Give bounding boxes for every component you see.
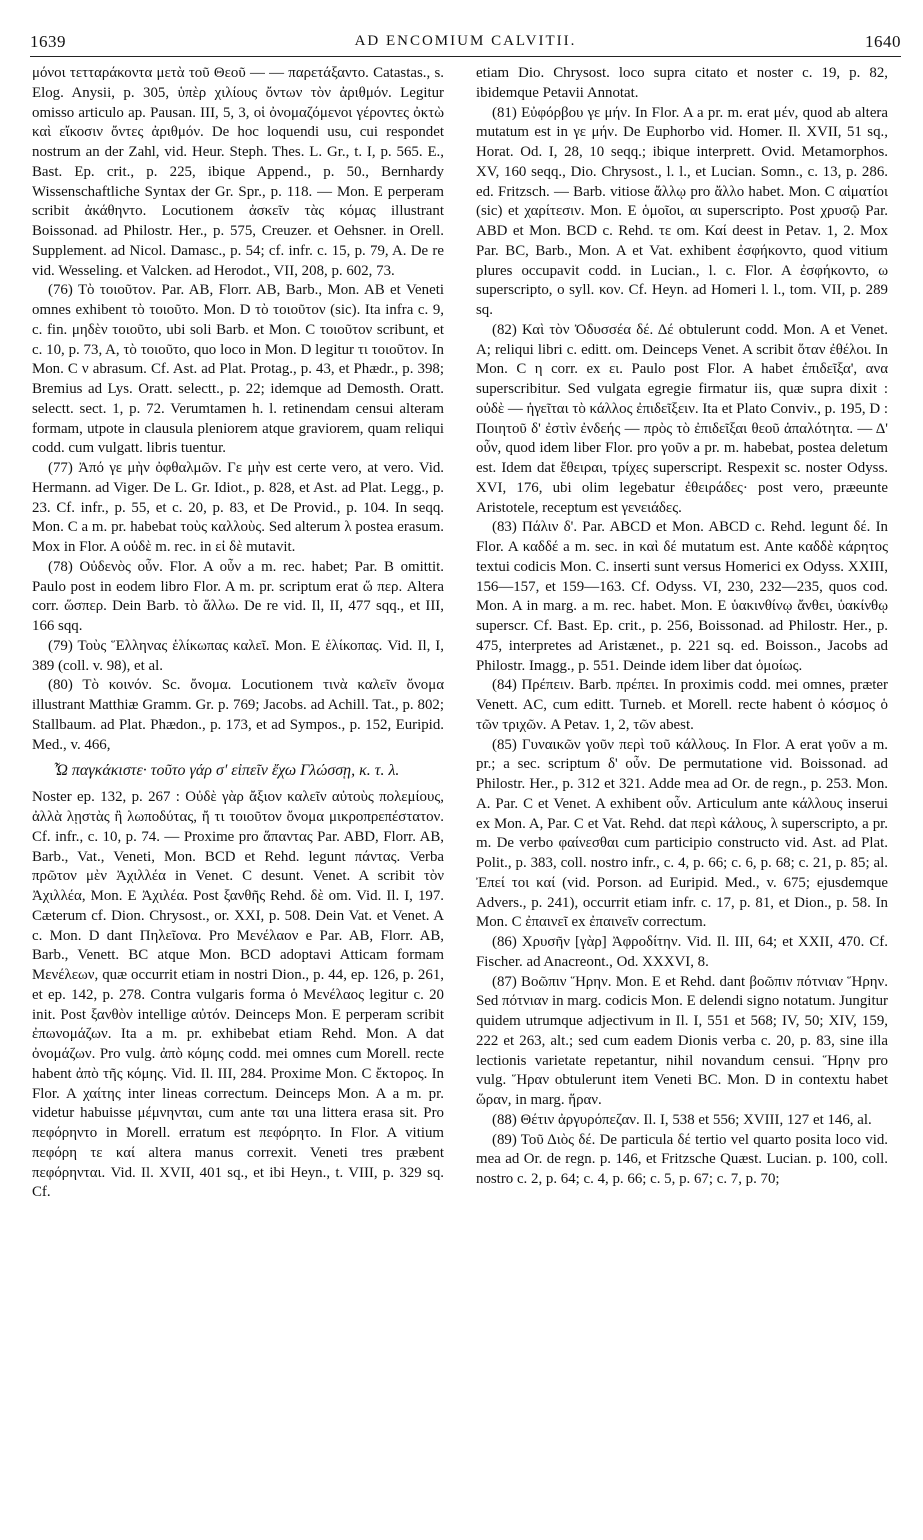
note-paragraph-continued: Noster ep. 132, p. 267 : Οὐδὲ γὰρ ἄξιον καλεῖν αὐτοὺς πολεμίους, ἀλλὰ λῃστὰς ἢ λωποδύτας, ἤ τι τοιοῦτον ὄνομα μικροπρεπέστατον. Cf. infr., c. 10, p. 74. — Proxime pro ἅπαντας Par. ABD, Florr. AB, Barb., Vat., Veneti, Mon. BCD et Rehd. legunt πάντας. Verba πρῶτον μὲν Ἀχιλλέα in Venet. C desunt. Venet. A scribit τὸν Ἀχιλλέα, Mon. E Ἀχιλέα. Post ξανθῆς Rehd. δὲ om. Vid. Il. I, 197. Cæterum cf. Dion. Chrysost., or. XXI, p. 508. Dein Vat. et Venet. A c. Mon. D dant Πηλεῖονα. Pro Μενέλαον e Par. AB, Florr. AB, Barb., Venett. BC atque Mon. BCD adoptavi Atticam formam Μενέλεων, quæ occurrit etiam in nostri Dion., p. 44, ep. 126, p. 261, et ep. 142, p. 278. Contra vulgaris forma ὁ Μενέλαος legitur c. 20 init. Post ξανθὸν intellige αὐτόν. Deinceps Mon. E perperam scribit ἐπωνομάζων. Ita a m. pr. exhibebat etiam Rehd. Mon. A dat ὀνομάζων. Pro vulg. ἀπὸ κόμης codd. mei omnes cum Morell. recte habent ἀπὸ τῆς κόμης. Vid. Il. III, 284. Proxime Mon. C ἔκτορος. In Flor. A χαίτης inter lineas correctum. Deinceps Mon. A a m. pr. videtur habuisse μέμνηνται, cum ante ται una littera erasa sit. Pro πεφόρηντο in Morell. erratum est πεφόρητο. In Flor. A vitium πεφόρη τε καί altera manus correxit. Veneti tres præbent πεφόρηνται. Vid. Il. XVII, 401 sq., et ibi Heyn., t. VIII, p. 329 sq. Cf. — [32, 789, 444, 1201]
page-number-right: 1640 — [865, 32, 901, 51]
note-paragraph: μόνοι τετταράκοντα μετὰ τοῦ Θεοῦ — — παρετάξαντο. Catastas., s. Elog. Anysii, p. 305, ὑπὲρ χιλίους ὄντων τὸν ἀριθμόν. Legitur omisso articulo ap. Pausan. III, 5, 3, οἱ ὀνομαζόμενοι γέροντες ὀκτὼ καὶ εἴκοσιν ὄντες ἀριθμόν. De hoc loquendi usu, cui respondet nostrum an der Zahl, vid. Heur. Steph. Thes. L. Gr., t. I, p. 565. E., Bast. Ep. crit., p. 225, ibique Append., p. 50., Bernhardy Wissenschaftliche Syntax der Gr. Spr., p. 118. — Mon. E perperam scribit ἀκάθηντο. Locutionem ἀσκεῖν τὰς κόμας illustrant Boissonad. ad Philostr. Her., p. 575, Creuzer. et Oehsner. in Orell. Supplement. ad Nicol. Damasc., p. 54; cf. infr. c. 15, p. 79, A. De re vid. Wesseling. et Valcken. ad Herodot., VII, 208, p. 602, 73. — [32, 65, 444, 279]
note-85: (85) Γυναικῶν γοῦν περὶ τοῦ κάλλους. In Flor. A erat γοῦν a m. pr.; a sec. scriptum δ' οὖν. De permutatione vid. Boissonad. ad Philostr. Her., p. 312 et 321. Adde mea ad Or. de regn., p. 253. Mon. A. Par. C et Venet. A exhibent οὖν. Articulum ante κάλλους inserui ex Mon. A, Par. C et Vat. Rehd. dat περὶ κάλους, λ superscripto, a pr. m. De verbo φαίνεσθαι cum participio constructo vid. Ast. ad Plat. Polit., p. 383, coll. nostro infr., c. 4, p. 66; c. 6, p. 68; c. 21, p. 85; al. Ἐπεί τοι καί (vid. Porson. ad Euripid. Med., v. 675; ejusdemque Advers., p. 241), occurrit etiam infr. c. 17, p. 81, et Dion., p. 58. In Mon. C ἐπαινεῖ ex ἐπαινεῖν correctum. — [476, 736, 888, 931]
note-87: (87) Βοῶπιν Ἥρην. Mon. E et Rehd. dant βοῶπιν πότνιαν Ἥρην. Sed πότνιαν in marg. codicis Mon. E delendi signo notatum. Jungitur quidem utrumque adjectivum in Il. I, 551 et 568; IV, 50; XIV, 159, 222 et 263, alt.; sed cum eadem Dionis verba c. 20, p. 83, sine illa lectionis varietate repetantur, nihil novandum censui. Ἥρην pro vulg. Ἥραν obtulerunt item Veneti BC. Mon. D in contextu habet ὥραν, in marg. ἥραν. — [476, 973, 888, 1108]
left-column — [32, 64, 444, 1524]
note-paragraph-continued: etiam Dio. Chrysost. loco supra citato et noster c. 19, p. 82, ibidemque Petavii Annotat. — [476, 65, 888, 101]
note-81: (81) Εὐφόρβου γε μήν. In Flor. A a pr. m. erat μέν, quod ab altera mutatum est in γε μήν. De Euphorbo vid. Homer. Il. XVII, 51 sq., Horat. Od. I, 28, 10 seqq.; ibique interprett. Ovid. Metamorphos. XV, 160 seqq., Dio. Chrysost., l. l., et Lucian. Somn., c. 13, p. 286. ed. Fritzsch. — Barb. vitiose ἄλλῳ pro ἄλλο habet. Mon. C αἱματίοι (sic) et χαρίτεσιν. Mon. E ὁμοῖοι, αι superscripto. Post χρυσῷ Par. ABD et Mon. BCD c. Rehd. τε om. Καί deest in Petav. 1, 2. Mox Par. BC, Barb., Mon. A et Vat. exhibent ἐσφήκοντο, quod vitium plures occupavit codd. in Lucian., l. c. Flor. A ἐσφήκοντο, ω superscripto, o syll. κον. Cf. Heyn. ad Homeri l. l., tom. VII, p. 289 sq. — [476, 104, 888, 318]
note-84: (84) Πρέπειν. Barb. πρέπει. In proximis codd. mei omnes, præter Venett. AC, cum editt. Turneb. et Morell. recte habent ὁ κόσμος ὁ τῶν τριχῶν. A Petav. 1, 2, τῶν abest. — [476, 677, 888, 733]
page-number-left: 1639 — [30, 32, 66, 51]
note-89: (89) Τοῦ Διὸς δέ. De particula δέ tertio vel quarto posita loco vid. mea ad Or. de regn. p. 146, et Fritzsche Quæst. Lucian. p. 100, coll. nostro c. 2, p. 64; c. 4, p. 66; c. 5, p. 67; c. 7, p. 70; — [476, 1131, 888, 1187]
note-83: (83) Πάλιν δ'. Par. ABCD et Mon. ABCD c. Rehd. legunt δέ. In Flor. A καδδέ a m. sec. in καὶ δέ mutatum est. Ante καδδὲ κάρητος textui codicis Mon. C. inserti sunt versus Homerici ex Odyss. XXIII, 156—157, et 159—163. Cf. Odyss. VI, 230, 232—235, quos cod. Mon. A in marg. a m. rec. habet. Mon. E ὑακινθίνῳ ἄνθει, ὑακίνθῳ superscr. Cf. Bast. Ep. crit., p. 256, Boissonad. ad Philostr. Her., p. 475, interpretes ad Aristænet., p. 221 sq. ed. Boisson., Jacobs ad Philostr. Imagg., p. 551. Deinde idem liber dat ὁμοίως. — [476, 519, 888, 674]
note-78: (78) Οὐδενὸς οὖν. Flor. A οὖν a m. rec. habet; Par. B omittit. Paulo post in eodem libro Flor. A m. pr. scriptum erat ὥ περ. Altera corr. ὥσπερ. Dein Barb. τὸ ἄλλω. De re vid. Il, II, 477 sqq., et III, 166 sqq. — [32, 558, 444, 634]
note-88: (88) Θέτιν ἀργυρόπεζαν. Il. I, 538 et 556; XVIII, 127 et 146, al. — [492, 1111, 872, 1128]
note-82: (82) Καὶ τὸν Ὀδυσσέα δέ. Δέ obtulerunt codd. Mon. A et Venet. A; reliqui libri c. editt. om. Deinceps Venet. A scribit ὅταν ἐθέλοι. In Mon. C η corr. ex ει. Paulo post Flor. A habet ἐπιδεῖξα', ανα superscribitur. Sed vulgata egregie firmatur iis, quæ supra dixit : οὐδὲ — ἡγεῖται τὸ κάλλος ἐπιδεῖξειν. Ita et Plato Conviv., p. 195, D : Ποιητοῦ δ' ἐστὶν ἐνδεής — πρὸς τὸ ἐπιδεῖξαι θεοῦ ἁπαλότητα. — Δ' οὖν, quod idem liber Flor. pro γοῦν a pr. m. habebat, postea deletum est. Idem dat ἔθειραι, τρίχες superscript. Respexit sc. noster Odyss. XVI, 176, ubi olim legebatur ἐθειράδες· post vero, præeunte Aristotele, receptum est γενειάδες. — [476, 321, 888, 516]
note-86: (86) Χρυσῆν [γὰρ] Ἀφροδίτην. Vid. Il. III, 64; et XXII, 470. Cf. Fischer. ad Anacreont., Od. XXXVI, 8. — [476, 934, 888, 970]
verse-quotation: Ὦ παγκάκιστε· τοῦτο γάρ σ' εἰπεῖν ἔχω Γλώσσῃ, κ. τ. λ. — [54, 762, 400, 780]
running-title: AD ENCOMIUM CALVITII. — [354, 33, 577, 49]
note-77: (77) Ἀπό γε μὴν ὀφθαλμῶν. Γε μὴν est certe vero, at vero. Vid. Hermann. ad Viger. De L. Gr. Idiot., p. 828, et Ast. ad Plat. Legg., p. 23. Cf. infr., p. 55, et c. 20, p. 83, et De Provid., p. 104. In seqq. Mon. C a m. pr. habebat τοὺς καλλοὺς. Sed alterum λ postea erasum. Mox in Flor. A οὐδὲ m. rec. in εἰ δὲ mutavit. — [32, 460, 444, 555]
page-header — [30, 30, 901, 57]
note-79: (79) Τοὺς Ἕλληνας ἑλίκωπας καλεῖ. Mon. E ἑλίκοπας. Vid. Il, I, 389 (coll. v. 98), et al. — [32, 637, 444, 674]
note-80: (80) Τὸ κοινόν. Sc. ὄνομα. Locutionem τινὰ καλεῖν ὄνομα illustrant Matthiæ Gramm. Gr. p. 769; Jacobs. ad Achill. Tat., p. 802; Stallbaum. ad Plat. Phædon., p. 173, et ad Sympos., p. 152, Euripid. Med., v. 466, — [32, 677, 444, 753]
note-76: (76) Τὸ τοιοῦτον. Par. AB, Florr. AB, Barb., Mon. AB et Veneti omnes exhibent τὸ τοιοῦτο. Mon. D τὸ τοιοῦτον (sic). Ita infra c. 9, c. fin. μηδὲν τοιοῦτο, ubi soli Barb. et Mon. C τοιοῦτον scribunt, et c. 10, p. 73, A, τὸ τοιοῦτο, quo loco in Mon. D legitur τι τοιοῦτον. In Mon. C ν abrasum. Cf. Ast. ad Plat. Protag., p. 43, et Phædr., p. 398; Bremius ad Lys. Oratt. selectt., p. 22; idemque ad Demosth. Oratt. selectt. sect. 1, p. 72. Verumtamen h. l. retinendam censui alteram formam, utpote in clausula pleniorem atque graviorem, quam reliqui codd. cum vulgatt. libris tuentur. — [32, 282, 444, 457]
right-column — [476, 64, 888, 1524]
